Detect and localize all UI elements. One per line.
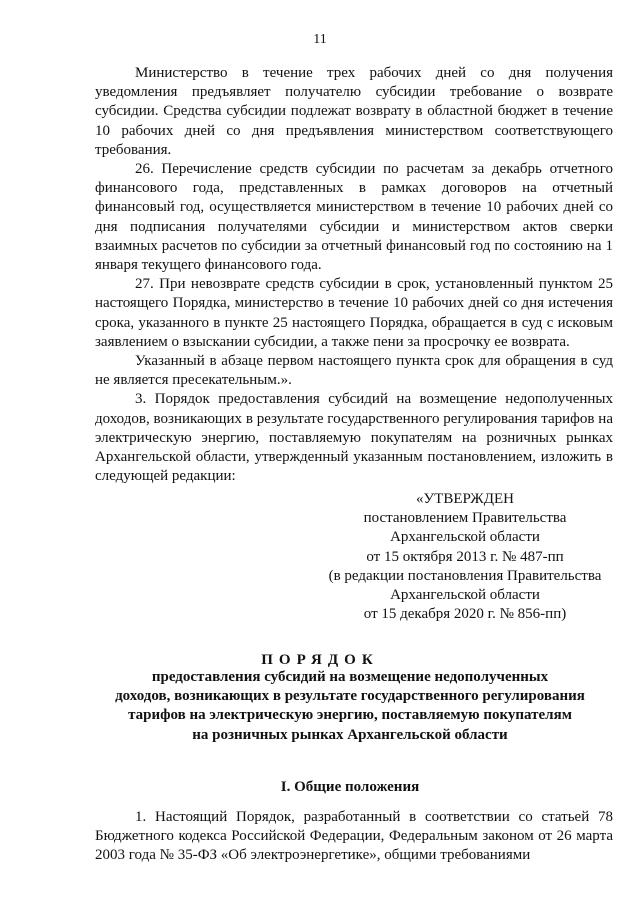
paragraph-1: 1. Настоящий Порядок, разработанный в соответствии со статьей 78 Бюджетного кодекса Российской Федерации, Федеральным законом от 26 марта 2003 года № 35-ФЗ «Об электроэнергетике», общими требованиями	[95, 809, 613, 864]
section-heading: I. Общие положения	[280, 779, 420, 795]
approval-line: Архангельской области	[390, 587, 540, 604]
approval-line: Архангельской области	[390, 529, 540, 546]
approval-line: от 15 декабря 2020 г. № 856-пп)	[363, 606, 567, 623]
document-subtitle	[60, 668, 640, 745]
document-title: ПОРЯДОК	[261, 652, 379, 668]
body-text	[95, 64, 613, 486]
approval-stamp	[300, 490, 630, 624]
paragraph-27: 27. При невозврате средств субсидии в срок, установленный пунктом 25 настоящего Порядка, министерство в течение 10 рабочих дней со дня истечения срока, указанного в пункте 25 настоящего Порядка, обращается в суд с исковым заявлением о взыскании субсидии, а также пени за просрочку ее возврата.	[95, 276, 613, 350]
subtitle-line: предоставления субсидий на возмещение недополученных	[151, 669, 549, 685]
paragraph-26: 26. Перечисление средств субсидии по расчетам за декабрь отчетного финансового года, представленных в рамках договоров на отчетный финансовый год, осуществляется министерством в течение 10 рабочих дней со дня подписания получателями субсидии и министерством актов сверки взаимных расчетов по субсидии за отчетный финансовый год по состоянию на 1 января текущего финансового года.	[95, 161, 613, 274]
final-text	[95, 808, 613, 866]
approval-line: от 15 октября 2013 г. № 487-пп	[366, 548, 564, 565]
approval-line: (в редакции постановления Правительства	[328, 567, 602, 584]
paragraph-deadline-note: Указанный в абзаце первом настоящего пункта срок для обращения в суд не является пресекательным.».	[95, 353, 613, 389]
subtitle-line: тарифов на электрическую энергию, поставляемую покупателям	[128, 707, 572, 724]
approval-line: постановлением Правительства	[363, 510, 567, 527]
paragraph-ministry-notice: Министерство в течение трех рабочих дней со дня получения уведомления предъявляет получателю субсидии требование о возврате субсидии. Средства субсидии подлежат возврату в областной бюджет в течение 10 рабочих дней со дня предъявления министерством соответствующего требования.	[95, 65, 613, 158]
subtitle-line: доходов, возникающих в результате государственного регулирования	[115, 688, 585, 705]
approval-heading: «УТВЕРЖДЕН	[416, 491, 514, 507]
page-number: 11	[313, 32, 327, 47]
paragraph-3: 3. Порядок предоставления субсидий на возмещение недополученных доходов, возникающих в результате государственного регулирования тарифов на электрическую энергию, поставляемую покупателям на розничных рынках Архангельской области, утвержденный указанным постановлением, изложить в следующей редакции:	[95, 391, 613, 485]
subtitle-line: на розничных рынках Архангельской области	[192, 726, 508, 743]
